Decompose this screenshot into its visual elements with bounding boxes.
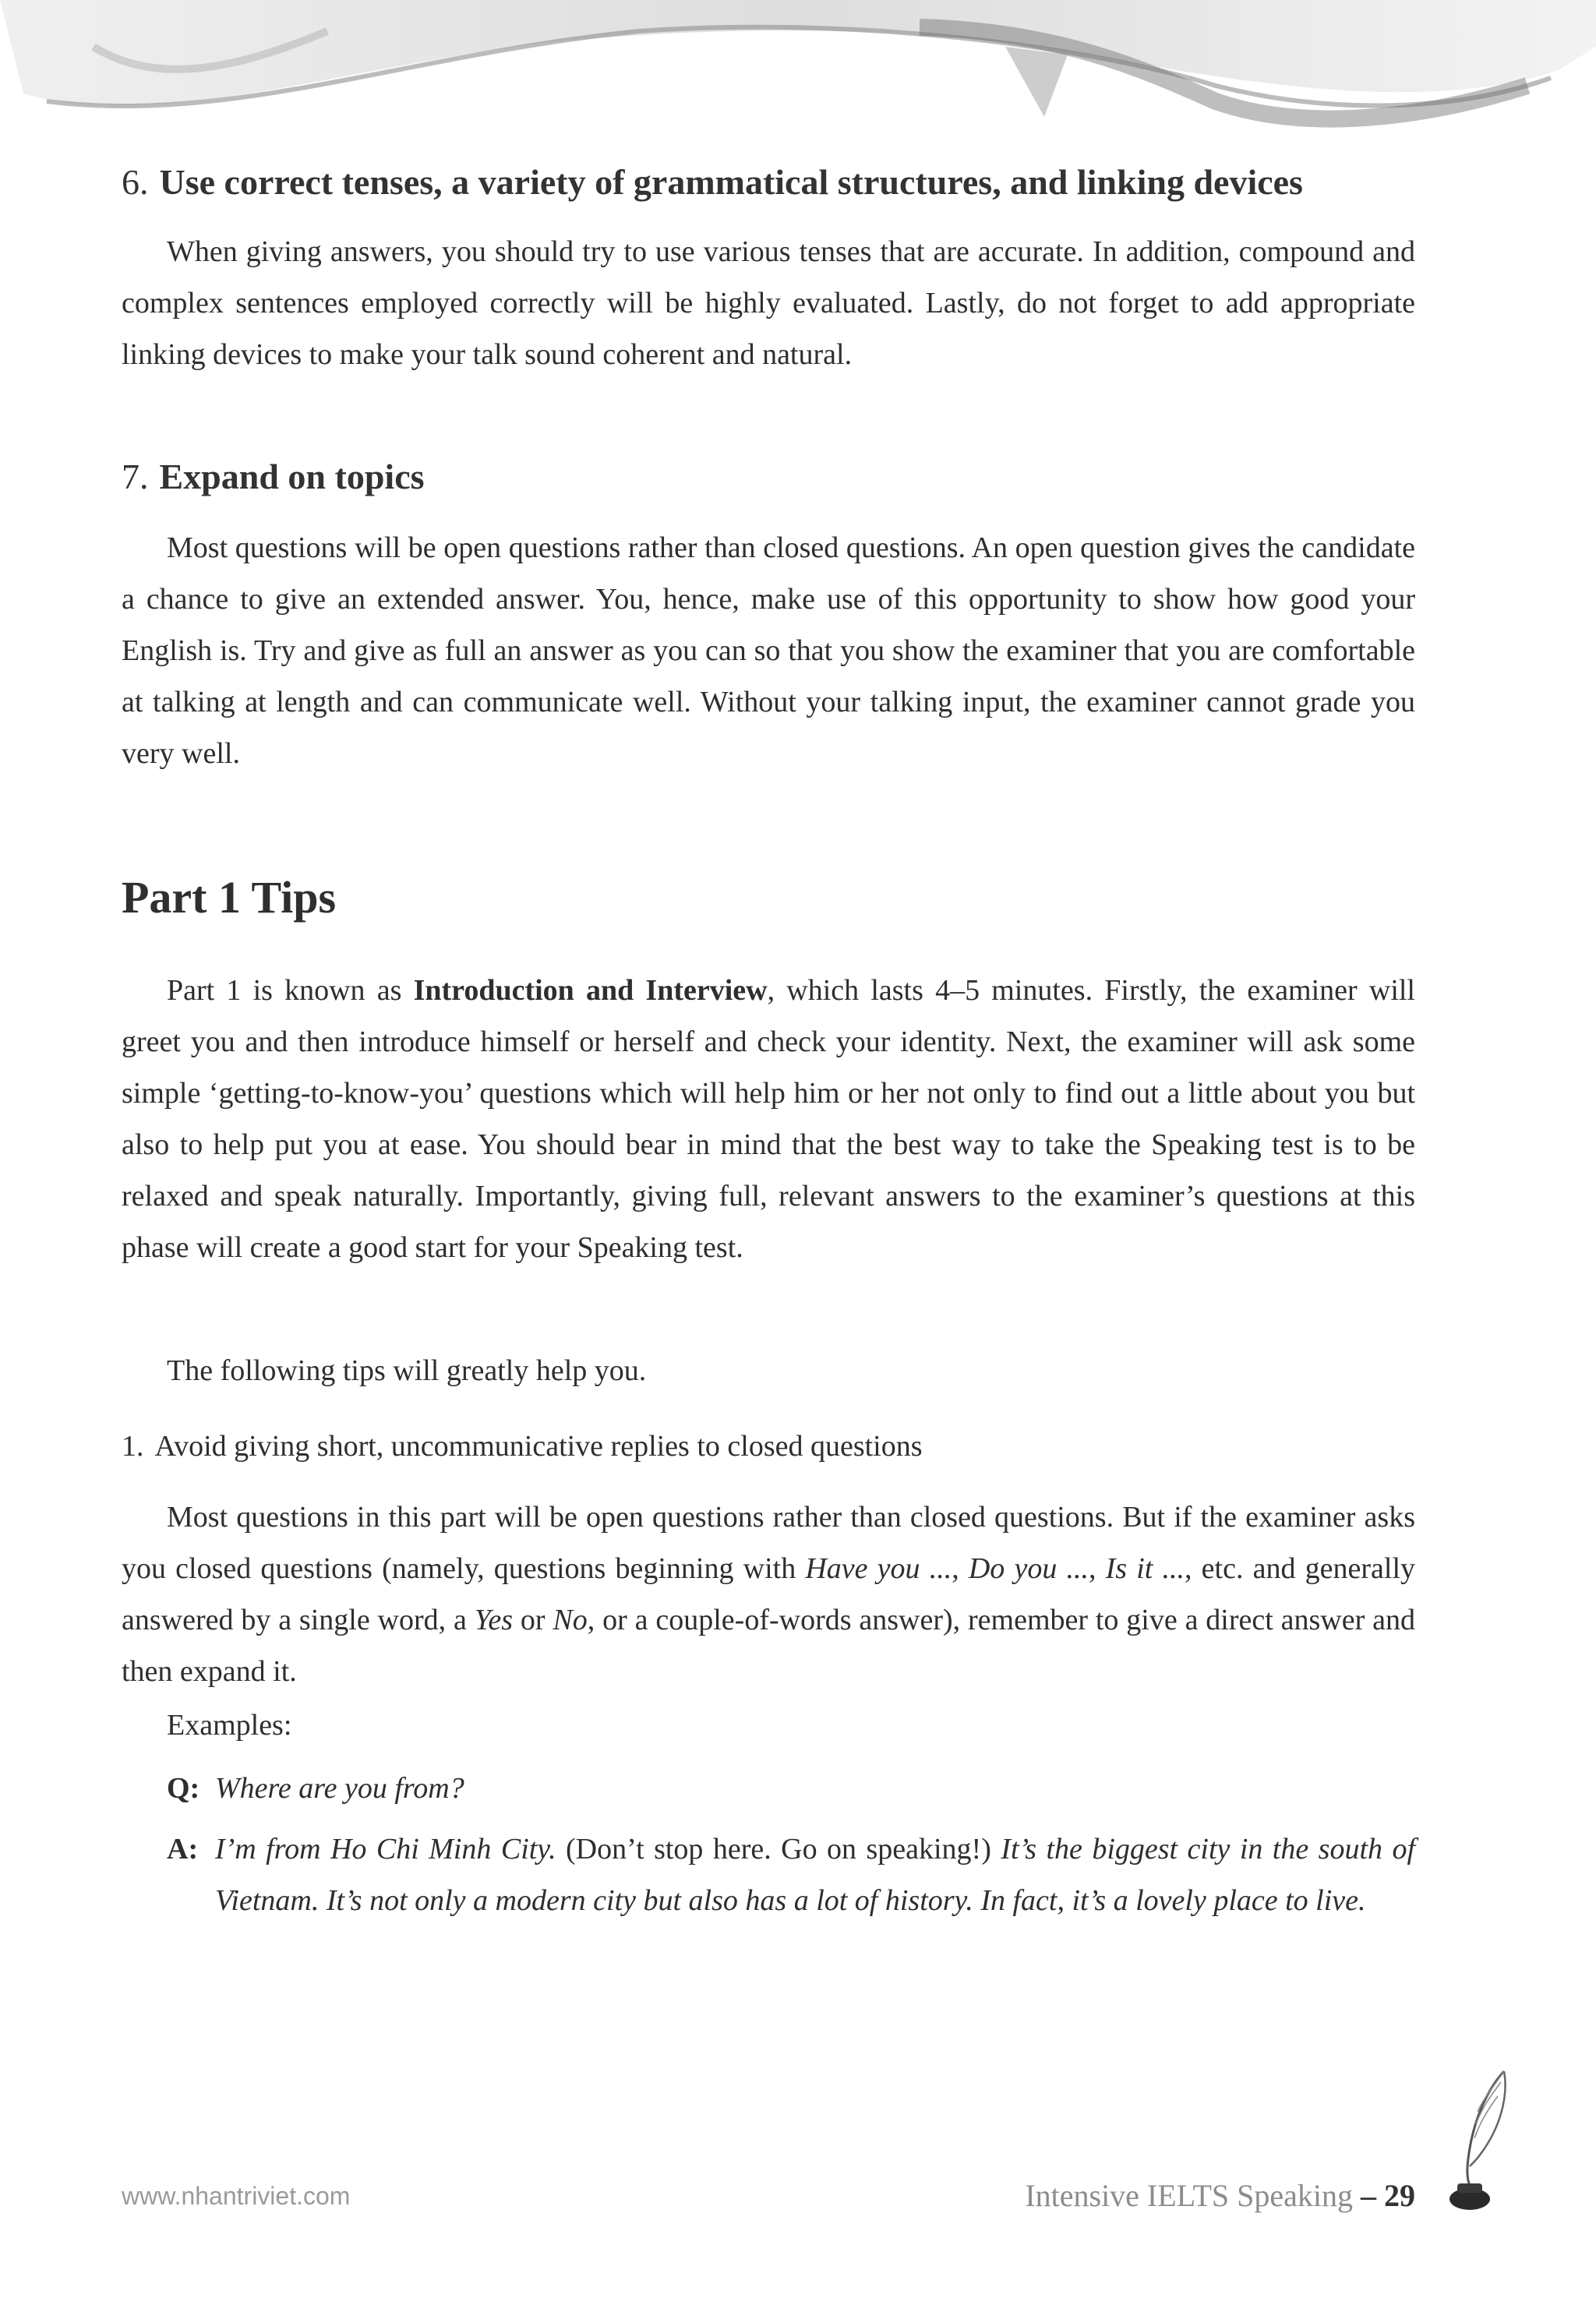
tip-1-italic-example: No (553, 1604, 588, 1636)
section-6-title: Use correct tenses, a variety of grammatical structures, and linking devices (159, 162, 1303, 202)
part-1-intro-post: , which lasts 4–5 minutes. Firstly, the examiner will greet you and then introduce himself or herself and check your identity. Next, the examiner will ask some simple ‘getting-to-know-you’ questions which will help him or her not only to find out a little about you but also to help put you at ease. You should bear in mind that the best way to take the Speaking test is to be relaxed and speak naturally. Importantly, giving full, relevant answers to the examiner’s questions at this phase will create a good start for your Speaking test. (122, 974, 1415, 1264)
answer-tag: A: (167, 1833, 199, 1866)
tip-1-body-text: or (513, 1604, 553, 1636)
title-dash: – (1353, 2178, 1384, 2213)
tip-1-title: Avoid giving short, uncommunicative replies to closed questions (154, 1430, 923, 1463)
footer-url: www.nhantriviet.com (122, 2182, 351, 2210)
question-text: Where are you from? (215, 1772, 464, 1805)
part-1-intro (122, 965, 1415, 1273)
section-7-heading (122, 455, 1415, 498)
part-1-following: The following tips will greatly help you. (167, 1354, 647, 1387)
footer-book-title (1025, 2177, 1415, 2214)
header-decorative-banner (0, 0, 1596, 156)
answer-aside: (Don’t stop here. Go on speaking!) (556, 1833, 1001, 1866)
examples-label: Examples: (167, 1709, 292, 1742)
tip-1-italic-example: Is it ... (1105, 1552, 1185, 1585)
tip-1-italic-example: Have you ... (805, 1552, 952, 1585)
section-7-number: 7. (122, 457, 149, 496)
tip-1-heading (122, 1429, 1415, 1463)
example-answer (167, 1823, 1415, 1926)
tip-1-number: 1. (122, 1430, 144, 1463)
section-6-number: 6. (122, 162, 149, 202)
quill-ink-icon (1432, 2067, 1518, 2215)
page-number: 29 (1384, 2178, 1415, 2213)
answer-italic: It’s the biggest city in the south of Vietnam. It’s not only a modern city but also has a lot of history. In fact, it’s a lovely place to live. (215, 1833, 1416, 1917)
tip-1-italic-example: Do you ... (968, 1552, 1089, 1585)
tip-1-body (122, 1491, 1415, 1697)
section-6-heading (122, 161, 1415, 203)
tip-1-body-text: , or a couple-of-words answer), remember to give a direct answer and then expand it. (122, 1604, 1415, 1688)
example-question (167, 1763, 1415, 1814)
part-1-intro-pre: Part 1 is known as (167, 974, 414, 1007)
book-title: Intensive IELTS Speaking (1025, 2178, 1353, 2213)
part-1-title: Part 1 Tips (122, 872, 337, 923)
part-1-intro-bold: Introduction and Interview (413, 974, 768, 1007)
tip-1-body-text: Most questions in this part will be open questions rather than closed questions. But if the examiner asks you closed questions (namely, questions beginning with (122, 1501, 1415, 1585)
section-7-body: Most questions will be open questions rather than closed questions. An open question gives the candidate a chance to give an extended answer. You, hence, make use of this opportunity to show how good your English is. Try and give as full an answer as you can so that you show the examiner that you are comfortable at talking at length and can communicate well. Without your talking input, the examiner cannot grade you very well. (122, 531, 1415, 770)
tip-1-body-text: , etc. and generally answered by a single word, a (122, 1552, 1416, 1636)
answer-text (215, 1823, 1415, 1926)
question-tag: Q: (167, 1772, 200, 1805)
tip-1-italic-example: Yes (474, 1604, 514, 1636)
section-6-body: When giving answers, you should try to use various tenses that are accurate. In addition, compound and complex sentences employed correctly will be highly evaluated. Lastly, do not forget to add appropriate linking devices to make your talk sound coherent and natural. (122, 235, 1415, 371)
answer-italic: I’m from Ho Chi Minh City. (215, 1833, 556, 1866)
tip-1-body-text: , (1088, 1552, 1106, 1585)
tip-1-body-text: , (952, 1552, 969, 1585)
section-7-title: Expand on topics (159, 457, 425, 496)
